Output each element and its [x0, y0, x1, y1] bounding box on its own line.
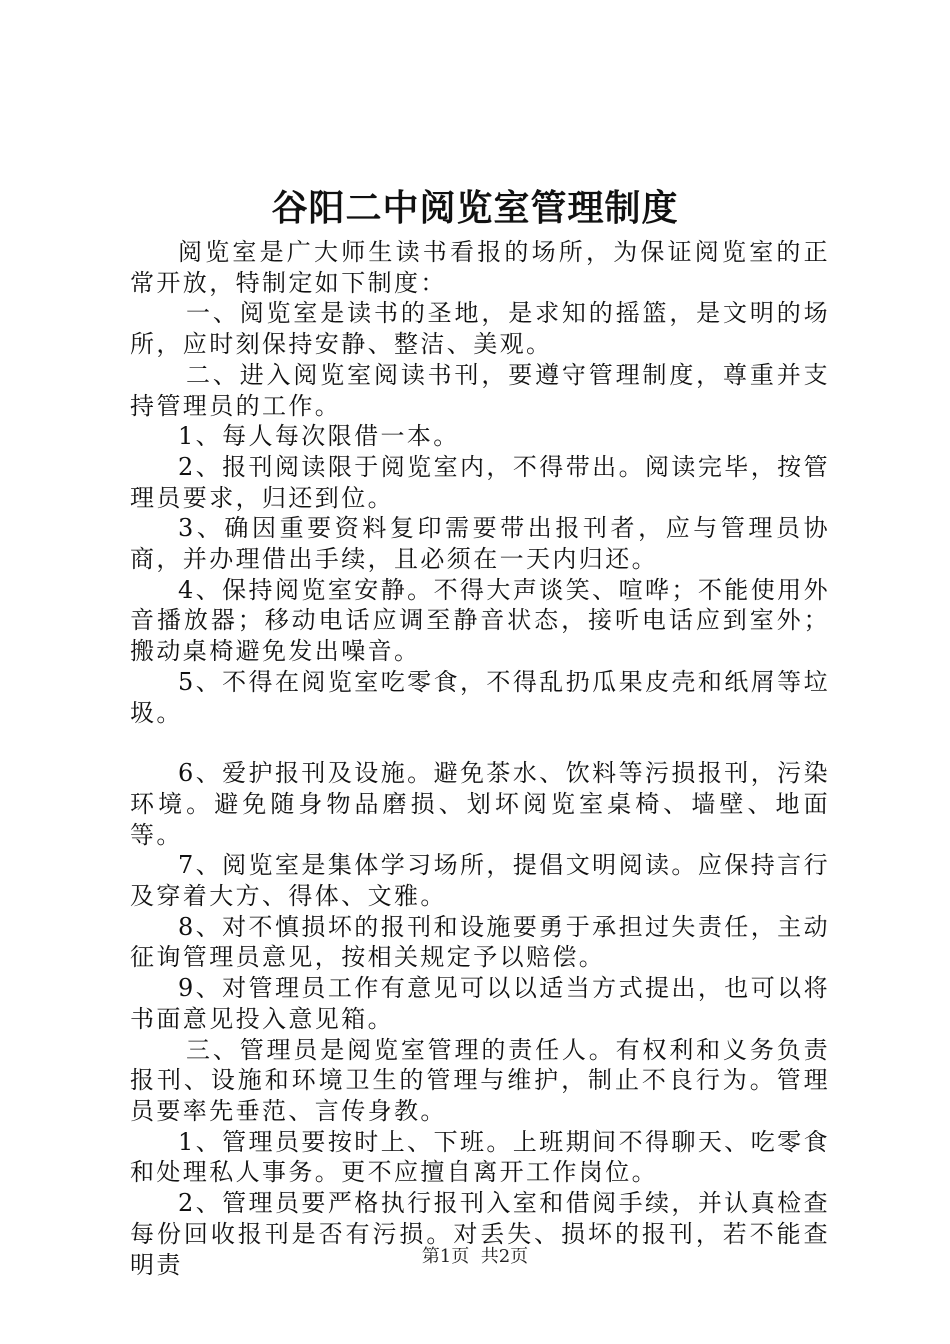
rule-item-2-6: 6、爱护报刊及设施。避免茶水、饮料等污损报刊，污染环境。避免随身物品磨损、划坏阅览室桌椅、墙壁、地面等。 [130, 759, 830, 849]
page-footer: 第1页 共2页 [421, 1246, 529, 1267]
paragraph-section-1: 一、阅览室是读书的圣地，是求知的摇篮，是文明的场所，应时刻保持安静、整洁、美观。 [130, 299, 830, 359]
rule-item-3-1: 1、管理员要按时上、下班。上班期间不得聊天、吃零食和处理私人事务。更不应擅自离开工作岗位。 [130, 1127, 830, 1187]
document-title: 谷阳二中阅览室管理制度 [271, 187, 679, 229]
paragraph-intro: 阅览室是广大师生读书看报的场所，为保证阅览室的正常开放，特制定如下制度： [130, 238, 830, 297]
rule-item-2-9: 9、对管理员工作有意见可以以适当方式提出，也可以将书面意见投入意见箱。 [130, 974, 830, 1033]
paragraph-spacer [130, 728, 830, 758]
rule-item-2-2: 2、报刊阅读限于阅览室内，不得带出。阅读完毕，按管理员要求，归还到位。 [130, 452, 830, 512]
rule-item-2-1: 1、每人每次限借一本。 [178, 422, 460, 451]
rule-item-2-3: 3、确因重要资料复印需要带出报刊者，应与管理员协商，并办理借出手续，且必须在一天内归还。 [130, 514, 830, 574]
paragraph-section-3: 三、管理员是阅览室管理的责任人。有权利和义务负责报刊、设施和环境卫生的管理与维护，制止不良行为。管理员要率先垂范、言传身教。 [130, 1035, 830, 1125]
rule-item-2-4: 4、保持阅览室安静。不得大声谈笑、喧哗；不能使用外音播放器；移动电话应调至静音状态，接听电话应到室外；搬动桌椅避免发出噪音。 [130, 575, 830, 666]
rule-item-2-8: 8、对不慎损坏的报刊和设施要勇于承担过失责任，主动征询管理员意见，按相关规定予以赔偿。 [130, 912, 830, 972]
rule-item-2-7: 7、阅览室是集体学习场所，提倡文明阅读。应保持言行及穿着大方、得体、文雅。 [130, 851, 830, 911]
document-body [130, 237, 830, 1280]
rule-item-2-5: 5、不得在阅览室吃零食，不得乱扔瓜果皮壳和纸屑等垃圾。 [130, 667, 830, 727]
paragraph-section-2: 二、进入阅览室阅读书刊，要遵守管理制度，尊重并支持管理员的工作。 [130, 360, 830, 420]
rule-item-3-2: 2、管理员要严格执行报刊入室和借阅手续，并认真检查每份回收报刊是否有污损。对丢失、损坏的报刊，若不能查明责 [130, 1189, 830, 1279]
